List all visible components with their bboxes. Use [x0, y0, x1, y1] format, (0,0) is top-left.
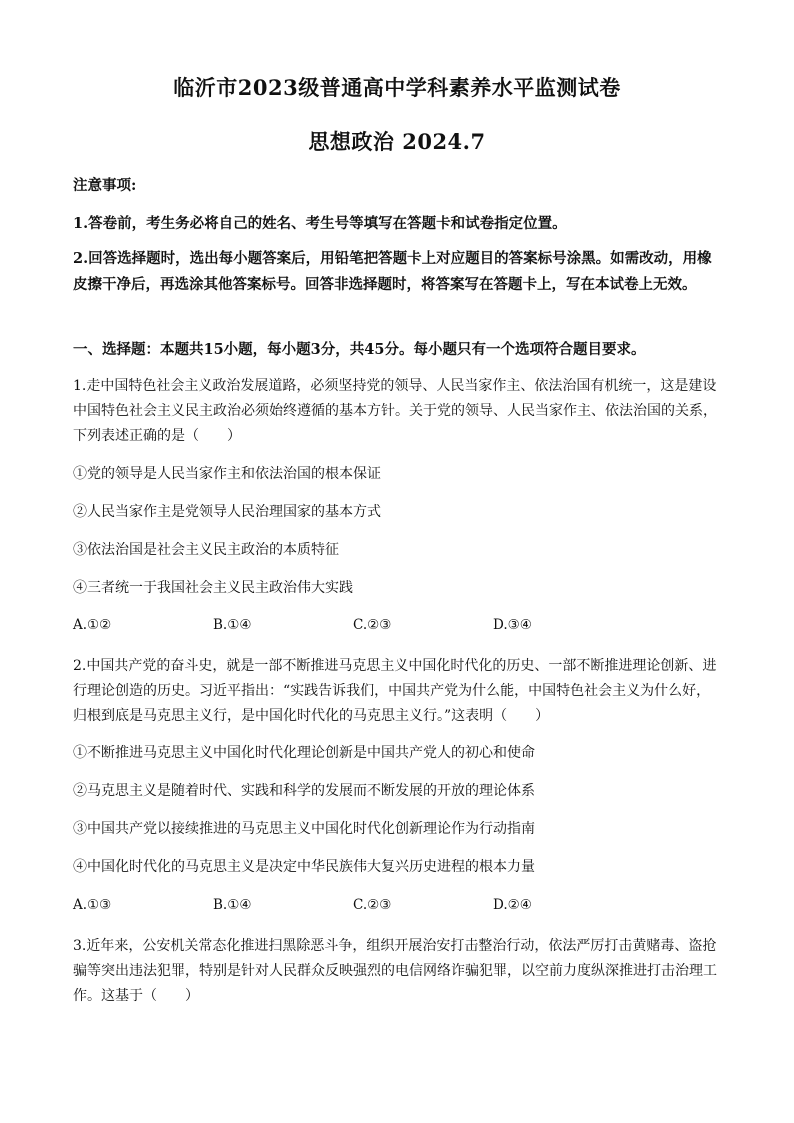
question-2-option-a: A.①③ [73, 897, 112, 913]
question-1-stem: 1.走中国特色社会主义政治发展道路，必须坚持党的领导、人民当家作主、依法治国有机统一，这是建设中国特色社会主义民主政治必须始终遵循的基本方针。关于党的领导、人民当家作主、依法治国的关系，下列表述正确的是（ ） [73, 378, 717, 444]
question-1-statement-2: ②人民当家作主是党领导人民治理国家的基本方式 [73, 504, 381, 520]
question-3-stem: 3.近年来，公安机关常态化推进扫黑除恶斗争，组织开展治安打击整治行动，依法严厉打击黄赌毒、盗抢骗等突出违法犯罪，特别是针对人民群众反映强烈的电信网络诈骗犯罪，以空前力度纵深推进打击治理工作。这基于（ ） [73, 938, 717, 1004]
question-2-options [73, 897, 723, 919]
notice-item-2: 2.回答选择题时，选出每小题答案后，用铅笔把答题卡上对应题目的答案标号涂黑。如需改动，用橡皮擦干净后，再选涂其他答案标号。回答非选择题时，将答案写在答题卡上，写在本试卷上无效。 [73, 250, 712, 293]
question-2-stem: 2.中国共产党的奋斗史，就是一部不断推进马克思主义中国化时代化的历史、一部不断推进理论创新、进行理论创造的历史。习近平指出：“实践告诉我们，中国共产党为什么能，中国特色社会主义为什么好，归根到底是马克思主义行，是中国化时代化的马克思主义行。”这表明（ ） [73, 658, 717, 724]
question-1-statement-4: ④三者统一于我国社会主义民主政治伟大实践 [73, 580, 353, 596]
question-2-statement-2: ②马克思主义是随着时代、实践和科学的发展而不断发展的开放的理论体系 [73, 783, 535, 799]
question-2-statement-4: ④中国化时代化的马克思主义是决定中华民族伟大复兴历史进程的根本力量 [73, 859, 535, 875]
exam-title: 临沂市2023级普通高中学科素养水平监测试卷 [173, 75, 621, 100]
question-2-statement-3: ③中国共产党以接续推进的马克思主义中国化时代化创新理论作为行动指南 [73, 821, 535, 837]
question-1-option-c: C.②③ [353, 617, 392, 633]
question-1-option-d: D.③④ [493, 617, 532, 633]
question-1-statement-3: ③依法治国是社会主义民主政治的本质特征 [73, 542, 339, 558]
question-2-option-b: B.①④ [213, 897, 252, 913]
notice-heading: 注意事项: [73, 177, 137, 194]
exam-subtitle: 思想政治 2024.7 [308, 129, 486, 154]
notice-item-1: 1.答卷前，考生务必将自己的姓名、考生号等填写在答题卡和试卷指定位置。 [73, 215, 567, 232]
question-1-statement-1: ①党的领导是人民当家作主和依法治国的根本保证 [73, 466, 381, 482]
section-heading: 一、选择题：本题共15小题，每小题3分，共45分。每小题只有一个选项符合题目要求。 [73, 341, 646, 358]
question-1-option-b: B.①④ [213, 617, 252, 633]
question-2-option-c: C.②③ [353, 897, 392, 913]
question-1-option-a: A.①② [73, 617, 112, 633]
question-1-options [73, 617, 723, 639]
question-2-option-d: D.②④ [493, 897, 532, 913]
question-2-statement-1: ①不断推进马克思主义中国化时代化理论创新是中国共产党人的初心和使命 [73, 745, 535, 761]
